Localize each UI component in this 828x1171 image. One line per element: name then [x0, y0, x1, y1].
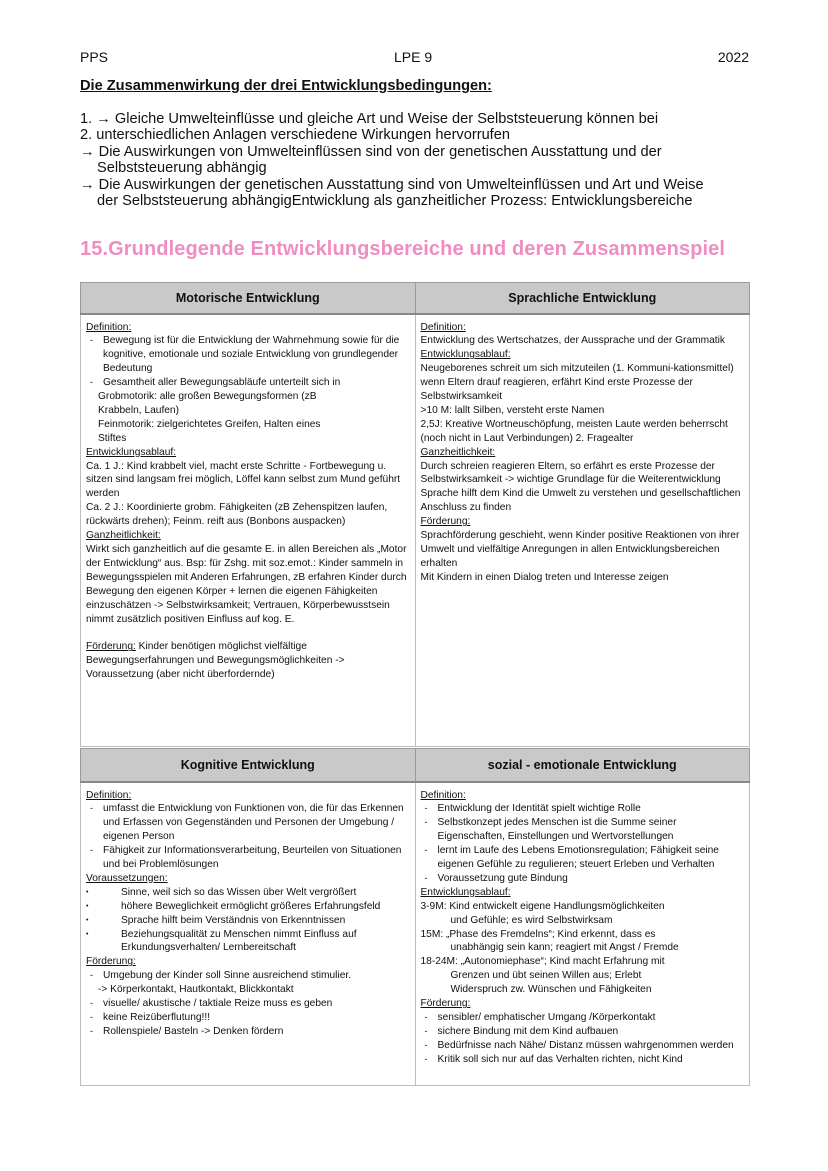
- dash-item: - Kritik soll sich nur auf das Verhalten richten, nicht Kind: [421, 1053, 745, 1067]
- paragraph: Entwicklung des Wertschatzes, der Aussprache und der Grammatik: [420, 335, 725, 347]
- paragraph: Durch schreien reagieren Eltern, so erfährt es erste Prozesse der Selbstwirksamkeit -> wichtige Grundlage für die Weiterentwicklung: [420, 460, 721, 486]
- bullet-item: • Beziehungsqualität zu Menschen nimmt Einfluss auf Erkundungsverhalten/ Lernbereitschaft: [86, 928, 410, 956]
- subheading: Förderung:: [86, 956, 136, 968]
- header-left: PPS: [80, 49, 109, 65]
- paragraph: Neugeborenes schreit um sich mitzuteilen (1. Kommuni-kationsmittel) wenn Eltern drauf reagieren, erfährt Kind erste Prozesse der Selbstwirksamkeit: [420, 363, 734, 403]
- dash-item: - Umgebung der Kinder soll Sinne ausreichend stimulier.: [86, 969, 410, 983]
- paragraph: 3-9M: Kind entwickelt eigene Handlungsmöglichkeiten: [420, 900, 665, 912]
- subheading: Entwicklungsablauf:: [86, 446, 177, 458]
- cell-kognitive-entwicklung: [81, 782, 416, 1086]
- indented-line: und Gefühle; es wird Selbstwirksam: [450, 914, 613, 926]
- bullet-item: • höhere Beweglichkeit ermöglicht größeres Erfahrungsfeld: [86, 900, 410, 914]
- indented-line: -> Körperkontakt, Hautkontakt, Blickkontakt: [98, 984, 294, 996]
- dash-item: - lernt im Laufe des Lebens Emotionsregulation; Fähigkeit seine eigenen Gefühle zu regulieren; steuert Erleben und Verhalten: [421, 844, 745, 872]
- intro-line: 1. → Gleiche Umwelteinflüsse und gleiche Art und Weise der Selbststeuerung können bei: [80, 110, 659, 127]
- subheading: Definition:: [420, 789, 466, 801]
- intro-line: → Die Auswirkungen der genetischen Ausstattung sind von Umwelteinflüssen und Art und Weise: [80, 176, 704, 193]
- indented-line: Widerspruch zw. Wünschen und Fähigkeiten: [450, 984, 652, 996]
- development-table-2: [80, 748, 750, 1086]
- indented-line: unabhängig sein kann; reagiert mit Angst / Fremde: [450, 942, 679, 954]
- dash-item: - Gesamtheit aller Bewegungsabläufe unterteilt sich in: [86, 376, 410, 390]
- indented-line: Grobmotorik: alle großen Bewegungsformen (zB: [98, 391, 317, 403]
- subheading: Entwicklungsablauf:: [420, 886, 511, 898]
- dash-item: - Selbstkonzept jedes Menschen ist die Summe seiner Eigenschaften, Einstellungen und Wertvorstellungen: [421, 816, 745, 844]
- development-table-1: [80, 282, 750, 747]
- column-header: Motorische Entwicklung: [81, 283, 416, 314]
- subheading: Förderung:: [86, 641, 136, 653]
- subheading: Förderung:: [420, 998, 471, 1010]
- paragraph: 2,5J: Kreative Wortneuschöpfung, meisten Laute werden beherrscht (noch nicht in Laut Verbindungen) 2. Fragealter: [420, 418, 728, 444]
- subheading: Definition:: [86, 789, 132, 801]
- indented-line: Feinmotorik: zielgerichtetes Greifen, Halten eines: [98, 418, 321, 430]
- intro-section: [80, 78, 760, 210]
- bullet-item: • Sprache hilft beim Verständnis von Erkenntnissen: [86, 914, 410, 928]
- bullet-item: • Sinne, weil sich so das Wissen über Welt vergrößert: [86, 886, 410, 900]
- indented-line: Krabbeln, Laufen): [98, 404, 179, 416]
- intro-heading: Die Zusammenwirkung der drei Entwicklungsbedingungen:: [80, 78, 492, 94]
- column-header: Sprachliche Entwicklung: [415, 283, 750, 314]
- dash-item: - Entwicklung der Identität spielt wichtige Rolle: [421, 802, 745, 816]
- dash-item: - Bedürfnisse nach Nähe/ Distanz müssen wahrgenommen werden: [421, 1039, 745, 1053]
- cell-motorische-entwicklung: [81, 314, 416, 747]
- paragraph: >10 M: lallt Silben, versteht erste Namen: [420, 404, 605, 416]
- dash-item: - Bewegung ist für die Entwicklung der Wahrnehmung sowie für die kognitive, emotionale und soziale Entwicklung von grundlegender Bedeutung: [86, 334, 410, 376]
- subheading: Ganzheitlichkeit:: [86, 530, 161, 542]
- subheading: Definition:: [86, 321, 132, 333]
- subheading: Definition:: [420, 321, 466, 333]
- subheading: Ganzheitlichkeit:: [420, 446, 496, 458]
- paragraph: Sprachförderung geschieht, wenn Kinder positive Reaktionen von ihrer Umwelt und vielfältige Anregungen in allen Entwicklungsbereichen erhalten: [420, 530, 740, 569]
- dash-item: - umfasst die Entwicklung von Funktionen von, die für das Erkennen und Erfassen von Gegenständen und Personen der Umgebung / eigenen Person: [86, 802, 410, 844]
- dash-item: - Rollenspiele/ Basteln -> Denken fördern: [86, 1025, 410, 1039]
- dash-item: - visuelle/ akustische / taktiale Reize muss es geben: [86, 997, 410, 1011]
- section-title: 15.Grundlegende Entwicklungsbereiche und deren Zusammenspiel: [80, 238, 726, 260]
- paragraph: Ca. 2 J.: Koordinierte grobm. Fähigkeiten (zB Zehenspitzen laufen, rückwärts drehen); Feinm. reift aus (Bonbons auspacken): [86, 502, 388, 528]
- dash-item: - sichere Bindung mit dem Kind aufbauen: [421, 1025, 745, 1039]
- paragraph: 18-24M: „Autonomiephase“; Kind macht Erfahrung mit: [420, 956, 665, 968]
- paragraph: Wirkt sich ganzheitlich auf die gesamte E. in allen Bereichen als „Motor der Entwicklung“ aus. Bsp: für Zshg. mit soz.emot.: Kinder sammeln in Bewegungsspielen mit Anderen Erfahrungen, zB erfahren Kinder durch Bewegung den eigenen Körper + lernen die eigenen Fähigkeiten einzuschätzen -> Selbstwirksamkeit; Vertrauen, Körperbewusstsein nimmt zusätzlich positiven Einfluss auf kog. E.: [86, 544, 407, 625]
- dash-item: - Fähigkeit zur Informationsverarbeitung, Beurteilen von Situationen und bei Problemlösungen: [86, 844, 410, 872]
- dash-item: - Voraussetzung gute Bindung: [421, 872, 745, 886]
- column-header: sozial - emotionale Entwicklung: [415, 749, 750, 782]
- column-header: Kognitive Entwicklung: [81, 749, 416, 782]
- header-center: LPE 9: [394, 49, 433, 65]
- indented-line: Grenzen und übt seinen Willen aus; Erlebt: [450, 970, 642, 982]
- spacer: [86, 626, 410, 640]
- paragraph-text: Kinder benötigen möglichst vielfältige Bewegungserfahrungen und Bewegungsmöglichkeiten -> Voraussetzung (aber nicht überfordernde): [86, 641, 345, 681]
- indented-line: Stiftes: [98, 432, 127, 444]
- paragraph: [86, 640, 410, 682]
- subheading: Förderung:: [420, 516, 471, 528]
- cell-sozial-emotionale-entwicklung: [415, 782, 750, 1086]
- cell-sprachliche-entwicklung: [415, 314, 750, 747]
- intro-line: → Die Auswirkungen von Umwelteinflüssen sind von der genetischen Ausstattung und der: [80, 143, 662, 160]
- subheading: Voraussetzungen:: [86, 872, 168, 884]
- header-right: 2022: [717, 49, 749, 65]
- paragraph: Ca. 1 J.: Kind krabbelt viel, macht erste Schritte - Fortbewegung u. sitzen sind langsam frei möglich, Löffel kann selbst zum Mund geführt werden: [86, 460, 401, 500]
- paragraph: 15M: „Phase des Fremdelns“; Kind erkennt, dass es: [420, 928, 656, 940]
- intro-line: 2. unterschiedlichen Anlagen verschiedene Wirkungen hervorrufen: [80, 127, 510, 143]
- intro-line: Selbststeuerung abhängig: [97, 160, 267, 176]
- paragraph: Sprache hilft dem Kind die Umwelt zu verstehen und gesellschaftlichen Anschluss zu finden: [420, 488, 741, 514]
- intro-line: der Selbststeuerung abhängigEntwicklung als ganzheitlicher Prozess: Entwicklungsbereiche: [97, 193, 693, 209]
- paragraph: Mit Kindern in einen Dialog treten und Interesse zeigen: [420, 571, 669, 583]
- subheading: Entwicklungsablauf:: [420, 349, 511, 361]
- dash-item: - sensibler/ emphatischer Umgang /Körperkontakt: [421, 1011, 745, 1025]
- dash-item: - keine Reizüberflutung!!!: [86, 1011, 410, 1025]
